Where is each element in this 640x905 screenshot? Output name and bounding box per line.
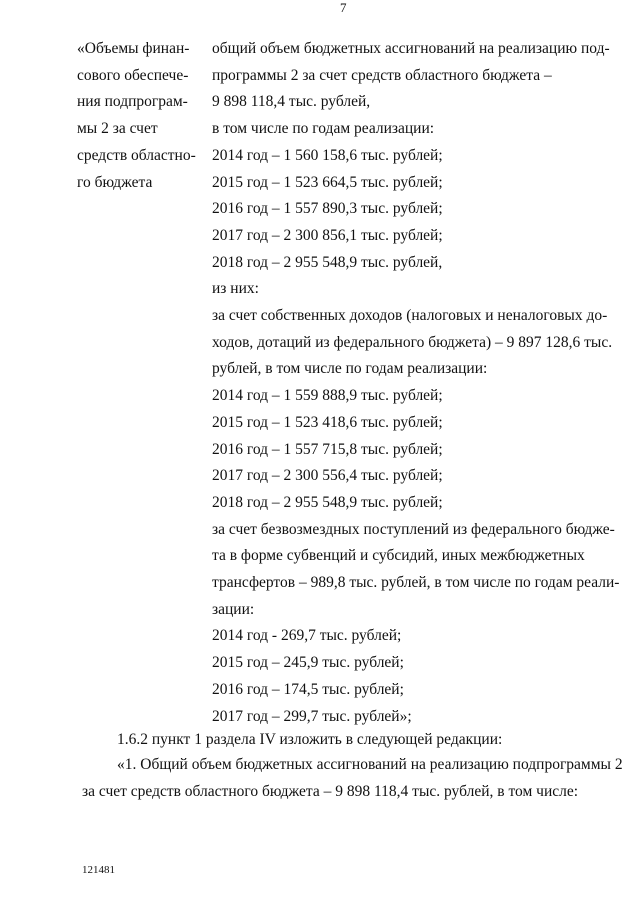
- right-cell-line: общий объем бюджетных ассигнований на реализацию под-: [212, 40, 610, 57]
- amendment-paragraph: 1.6.2 пункт 1 раздела IV изложить в следующей редакции:: [117, 731, 503, 748]
- right-cell-line: 2016 год – 174,5 тыс. рублей;: [212, 680, 404, 698]
- page-number: 7: [340, 0, 347, 15]
- right-cell-line: 2017 год – 299,7 тыс. рублей»;: [212, 707, 412, 725]
- right-cell-line: 2014 год - 269,7 тыс. рублей;: [212, 627, 402, 645]
- right-cell-line: та в форме субвенций и субсидий, иных межбюджетных: [212, 547, 585, 565]
- quoted-paragraph-line: за счет средств областного бюджета – 9 898 118,4 тыс. рублей, в том числе:: [82, 783, 579, 800]
- right-cell-line: 9 898 118,4 тыс. рублей,: [212, 93, 371, 111]
- table-left-cell: [77, 36, 197, 196]
- right-cell-line: ходов, дотаций из федерального бюджета) – 9 897 128,6 тыс.: [212, 333, 613, 351]
- left-cell-line: ния подпрограм-: [77, 93, 188, 111]
- right-cell-line: трансфертов – 989,8 тыс. рублей, в том числе по годам реали-: [212, 574, 620, 592]
- right-cell-line: 2014 год – 1 559 888,9 тыс. рублей;: [212, 387, 443, 405]
- right-cell-line: 2015 год – 245,9 тыс. рублей;: [212, 654, 404, 672]
- table-right-cell: [212, 36, 620, 730]
- left-cell-line: средств областно-: [77, 146, 196, 164]
- left-cell-line: мы 2 за счет: [77, 120, 158, 138]
- right-cell-line: 2016 год – 1 557 890,3 тыс. рублей;: [212, 200, 443, 218]
- right-cell-line: зации:: [212, 600, 255, 618]
- right-cell-line: 2018 год – 2 955 548,9 тыс. рублей,: [212, 253, 443, 271]
- right-cell-line: за счет безвозмездных поступлений из федерального бюдже-: [212, 520, 615, 538]
- document-code: 121481: [82, 864, 115, 876]
- right-cell-line: рублей, в том числе по годам реализации:: [212, 360, 488, 378]
- left-cell-line: сового обеспече-: [77, 66, 189, 84]
- right-cell-line: программы 2 за счет средств областного бюджета –: [212, 66, 552, 84]
- right-cell-line: из них:: [212, 280, 259, 298]
- quoted-paragraph-line: «1. Общий объем бюджетных ассигнований на реализацию подпрограммы 2: [117, 756, 623, 773]
- right-cell-line: 2015 год – 1 523 418,6 тыс. рублей;: [212, 413, 443, 431]
- right-cell-line: 2018 год – 2 955 548,9 тыс. рублей;: [212, 493, 443, 511]
- right-cell-line: за счет собственных доходов (налоговых и неналоговых до-: [212, 307, 608, 325]
- right-cell-line: 2016 год – 1 557 715,8 тыс. рублей;: [212, 440, 443, 458]
- right-cell-line: в том числе по годам реализации:: [212, 120, 435, 138]
- right-cell-line: 2017 год – 2 300 856,1 тыс. рублей;: [212, 226, 443, 244]
- left-cell-line: «Объемы финан-: [77, 40, 190, 57]
- right-cell-line: 2017 год – 2 300 556,4 тыс. рублей;: [212, 467, 443, 485]
- left-cell-line: го бюджета: [77, 173, 153, 191]
- right-cell-line: 2015 год – 1 523 664,5 тыс. рублей;: [212, 173, 443, 191]
- right-cell-line: 2014 год – 1 560 158,6 тыс. рублей;: [212, 146, 443, 164]
